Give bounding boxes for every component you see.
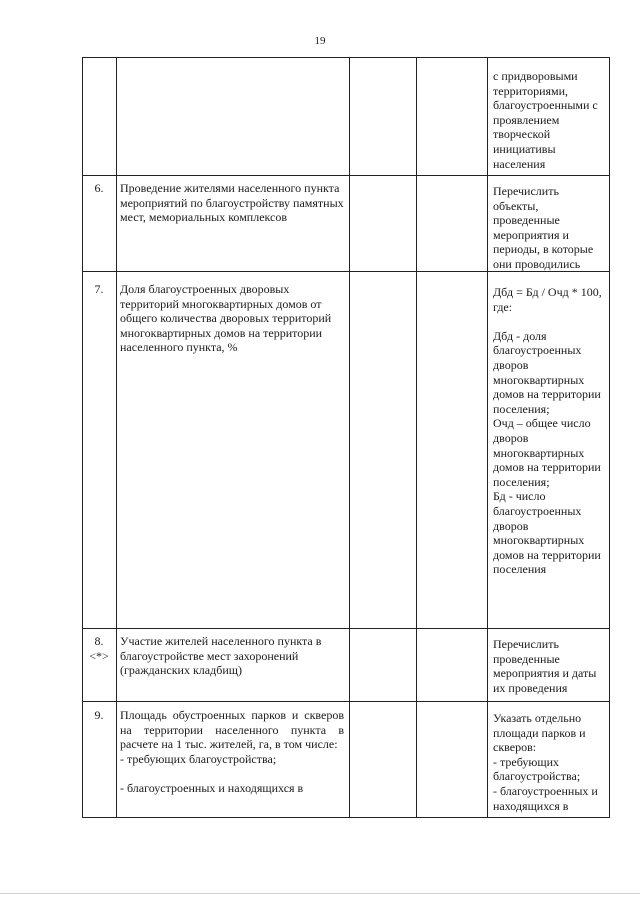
column-divider bbox=[416, 57, 417, 818]
table-row-3-name: Участие жителей населенного пункта в благоустройстве мест захоронений (гражданских кладбищ) bbox=[120, 634, 322, 678]
column-divider bbox=[349, 57, 350, 818]
table-row-2-note: Дбд = Бд / Очд * 100, где: Дбд - доля благоустроенных дворов многоквартирных домов на территории поселения; Очд – общее число дворов многоквартирных домов на территории поселения; Бд - число благоустроенных дворов многоквартирных домов на территории поселения bbox=[493, 285, 602, 577]
table-row-4-name: Площадь обустроенных парков и скверов на территории населенного пункта в расчете на 1 тыс. жителей, га, в том числе: - требующих благоустройства; - благоустроенных и находящихся в bbox=[120, 708, 344, 795]
table-row-1-number: 6. bbox=[94, 181, 104, 195]
table-row-0-note: с придворовыми территориями, благоустроенными с проявлением творческой инициативы населения bbox=[493, 69, 598, 171]
table-row-3-number: 8. <*> bbox=[89, 634, 109, 663]
column-divider bbox=[116, 57, 117, 818]
table-row-4-note: Указать отдельно площади парков и скверов: - требующих благоустройства; - благоустроенных и находящихся в bbox=[493, 711, 598, 813]
table-border-top bbox=[82, 57, 610, 58]
table-row-1-note: Перечислить объекты, проведенные мероприятия и периоды, в которые они проводились bbox=[493, 184, 594, 271]
row-divider bbox=[82, 175, 610, 176]
column-divider bbox=[487, 57, 488, 818]
table-border-bottom bbox=[82, 817, 610, 818]
table-border-right bbox=[609, 57, 610, 818]
table-row-4-number: 9. bbox=[94, 708, 104, 722]
page-number: 19 bbox=[314, 35, 326, 47]
table-row-2-number: 7. bbox=[94, 282, 104, 296]
table-row-2-name: Доля благоустроенных дворовых территорий многоквартирных домов от общего количества дворовых территорий многоквартирных домов на территории населенного пункта, % bbox=[120, 282, 332, 355]
page-bottom-edge bbox=[0, 893, 640, 894]
table-border-left bbox=[82, 57, 83, 818]
row-divider bbox=[82, 701, 610, 702]
table-row-3-note: Перечислить проведенные мероприятия и даты их проведения bbox=[493, 637, 597, 695]
criteria-table bbox=[82, 57, 610, 818]
table-row-1-name: Проведение жителями населенного пункта мероприятий по благоустройству памятных мест, мемориальных комплексов bbox=[120, 181, 344, 225]
row-divider bbox=[82, 628, 610, 629]
